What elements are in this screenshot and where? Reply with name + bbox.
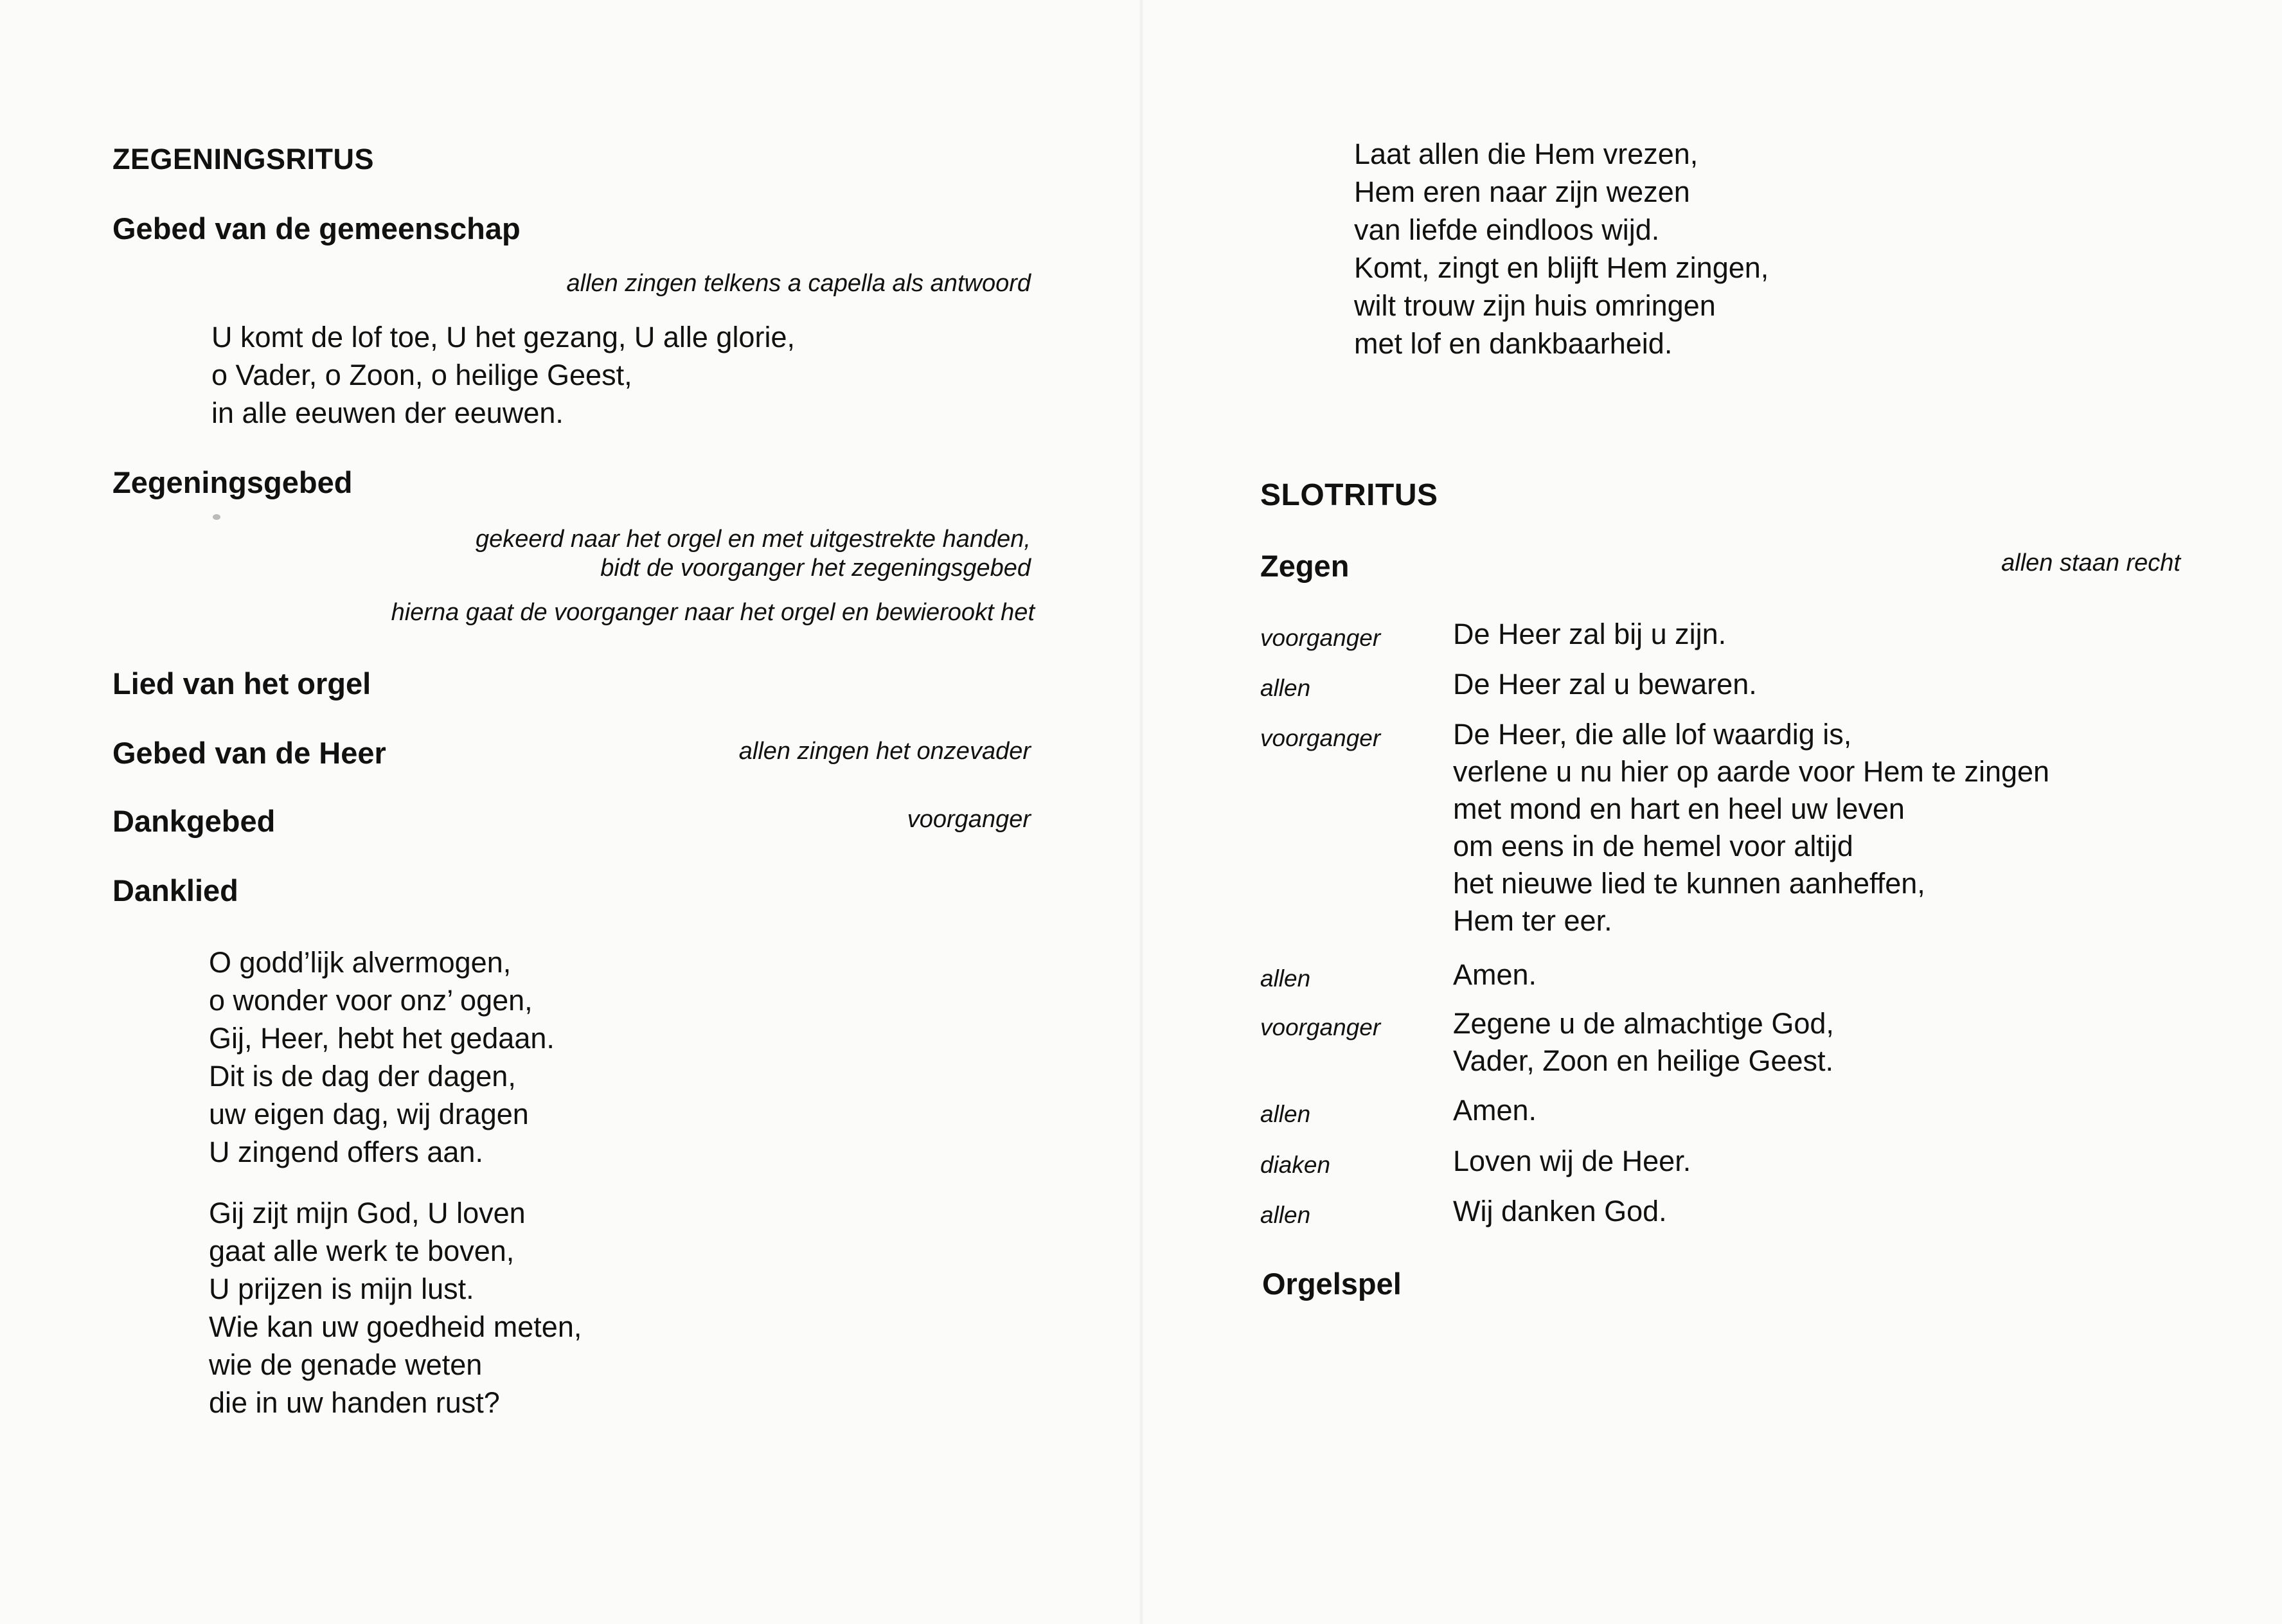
role-label: allen [1260, 675, 1311, 701]
danklied-stanza-2 [209, 1194, 582, 1422]
heading-dankgebed: Dankgebed [112, 804, 276, 838]
role-label: voorganger [1260, 1014, 1381, 1040]
verse-line: o wonder voor onz’ ogen, [209, 984, 533, 1017]
verse-line: met lof en dankbaarheid. [1354, 327, 1673, 360]
speck-mark [213, 514, 220, 520]
dialogue-line: Zegene u de almachtige God, [1453, 1007, 1834, 1040]
verse-line: van liefde eindloos wijd. [1354, 213, 1660, 246]
danklied-stanza-1 [209, 943, 555, 1171]
heading-orgelspel: Orgelspel [1262, 1267, 1402, 1301]
rubric-zegen: allen staan recht [2001, 549, 2180, 576]
dialogue-text [1453, 1143, 1691, 1180]
verse-line: O godd’lijk alvermogen, [209, 946, 512, 979]
heading-lied-orgel: Lied van het orgel [112, 666, 371, 700]
verse-line: Wie kan uw goedheid meten, [209, 1310, 582, 1343]
verse-line: Gij zijt mijn God, U loven [209, 1197, 526, 1229]
dialogue-line: De Heer zal bij u zijn. [1453, 618, 1727, 650]
dialogue-text [1453, 1005, 1834, 1080]
rubric-dankgebed: voorganger [907, 806, 1031, 833]
heading-danklied: Danklied [112, 873, 238, 907]
dialogue-line: verlene u nu hier op aarde voor Hem te zingen [1453, 755, 2050, 788]
verse-line: die in uw handen rust? [209, 1386, 500, 1419]
dialogue-text [1453, 716, 2049, 940]
verse-line: Gij, Heer, hebt het gedaan. [209, 1022, 555, 1055]
dialogue-line: Vader, Zoon en heilige Geest. [1453, 1044, 1834, 1077]
verse-line: U zingend offers aan. [209, 1136, 483, 1168]
role-label: allen [1260, 1202, 1311, 1228]
role-label: voorganger [1260, 625, 1381, 651]
dialogue-text [1453, 956, 1537, 994]
dialogue-text [1453, 1193, 1667, 1230]
section-title-slotritus: SLOTRITUS [1260, 478, 1438, 512]
role-label: voorganger [1260, 725, 1381, 751]
verse-line: gaat alle werk te boven, [209, 1235, 515, 1267]
heading-zegen: Zegen [1260, 549, 1350, 583]
heading-gebed-heer: Gebed van de Heer [112, 736, 386, 770]
heading-gebed-gemeenschap: Gebed van de gemeenschap [112, 211, 521, 245]
role-label: allen [1260, 965, 1311, 992]
verse-line: U komt de lof toe, U het gezang, U alle glorie, [211, 321, 795, 353]
dialogue-text [1453, 666, 1757, 703]
verse-line: wilt trouw zijn huis omringen [1354, 289, 1716, 322]
heading-zegeningsgebed: Zegeningsgebed [112, 465, 353, 499]
dialogue-line: Hem ter eer. [1453, 904, 1612, 937]
verse-line: o Vader, o Zoon, o heilige Geest, [211, 359, 632, 391]
rubric-bewierook: hierna gaat de voorganger naar het orgel en bewierookt het [391, 599, 1035, 626]
verse-line: wie de genade weten [209, 1348, 483, 1381]
verse-line: Hem eren naar zijn wezen [1354, 175, 1690, 208]
rubric-line: gekeerd naar het orgel en met uitgestrekte handen, [475, 526, 1031, 553]
verse-line: U prijzen is mijn lust. [209, 1272, 474, 1305]
dialogue-line: De Heer, die alle lof waardig is, [1453, 718, 1852, 751]
section-title-zegeningsritus: ZEGENINGSRITUS [112, 143, 375, 175]
danklied-stanza-3 [1354, 135, 1769, 362]
verse-line: uw eigen dag, wij dragen [209, 1098, 529, 1130]
dialogue-line: om eens in de hemel voor altijd [1453, 830, 1853, 862]
role-label: allen [1260, 1101, 1311, 1127]
dialogue-text [1453, 616, 1726, 653]
dialogue-line: Wij danken God. [1453, 1195, 1667, 1227]
dialogue-line: Loven wij de Heer. [1453, 1145, 1691, 1177]
dialogue-line: met mond en hart en heel uw leven [1453, 792, 1905, 825]
rubric-zegeningsgebed [476, 525, 1031, 583]
dialogue-line: het nieuwe lied te kunnen aanheffen, [1453, 867, 1925, 900]
rubric-gebed-gemeenschap: allen zingen telkens a capella als antwoord [566, 270, 1031, 297]
role-label: diaken [1260, 1152, 1331, 1178]
dialogue-line: Amen. [1453, 958, 1537, 991]
dialogue-line: Amen. [1453, 1094, 1537, 1127]
verse-line: in alle eeuwen der eeuwen. [211, 397, 564, 429]
verse-gebed-gemeenschap [211, 318, 795, 432]
verse-line: Komt, zingt en blijft Hem zingen, [1354, 251, 1769, 284]
dialogue-text [1453, 1092, 1537, 1129]
verse-line: Laat allen die Hem vrezen, [1354, 138, 1698, 170]
right-page [1141, 0, 2282, 1624]
rubric-line: bidt de voorganger het zegeningsgebed [600, 555, 1031, 582]
rubric-gebed-heer: allen zingen het onzevader [738, 738, 1031, 765]
dialogue-line: De Heer zal u bewaren. [1453, 668, 1757, 700]
verse-line: Dit is de dag der dagen, [209, 1060, 516, 1093]
